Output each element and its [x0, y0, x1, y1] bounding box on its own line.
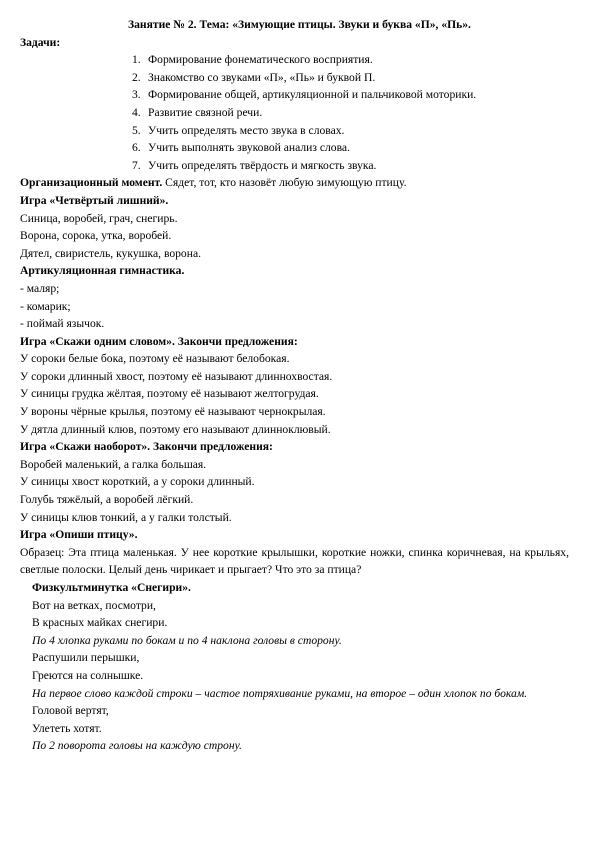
game3-line: Воробей маленький, а галка большая. [20, 457, 207, 471]
game3-line: Голубь тяжёлый, а воробей лёгкий. [20, 493, 194, 507]
task-item: 7. Учить определять твёрдость и мягкость звука. [132, 158, 377, 172]
poem-line: Улететь хотят. [32, 721, 102, 735]
game1-line: Дятел, свиристель, кукушка, ворона. [20, 246, 201, 260]
poem-line: Головой вертят, [32, 704, 109, 718]
task-item: 3. Формирование общей, артикуляционной и пальчиковой моторики. [132, 88, 477, 102]
fizkult-section [20, 579, 569, 755]
game3-heading: Игра «Скажи наоборот». Закончи предложения: [20, 440, 273, 454]
game2-line: У дятла длинный клюв, поэтому его называют длинноклювый. [20, 422, 331, 436]
artic-line: - маляр; [20, 281, 60, 295]
poem-instruction: По 2 поворота головы на каждую строну. [32, 739, 242, 753]
org-moment [20, 174, 569, 192]
game1-line: Синица, воробей, грач, снегирь. [20, 211, 178, 225]
task-item: 4. Развитие связной речи. [132, 105, 263, 119]
game1-heading: Игра «Четвёртый лишний». [20, 193, 169, 207]
game2-line: У сороки длинный хвост, поэтому её называют длиннохвостая. [20, 369, 333, 383]
game2-line: У сороки белые бока, поэтому её называют белобокая. [20, 352, 290, 366]
poem-instruction: По 4 хлопка руками по бокам и по 4 наклона головы в сторону. [32, 633, 342, 647]
game2-line: У вороны чёрные крылья, поэтому её называют чернокрылая. [20, 405, 326, 419]
tasks-list [20, 51, 569, 174]
game4-heading: Игра «Опиши птицу». [20, 528, 138, 542]
game3-line: У синицы клюв тонкий, а у галки толстый. [20, 510, 232, 524]
artic-heading: Артикуляционная гимнастика. [20, 264, 185, 278]
task-item: 5. Учить определять место звука в словах. [132, 123, 345, 137]
game3-line: У синицы хвост короткий, а у сороки длинный. [20, 475, 255, 489]
lesson-title: Занятие № 2. Тема: «Зимующие птицы. Звуки и буква «П», «Пь». [128, 18, 471, 31]
task-item: 2. Знакомство со звуками «П», «Пь» и буквой П. [132, 70, 376, 84]
poem-instruction: На первое слово каждой строки – частое потряхивание руками, на второе – один хлопок по бокам. [32, 686, 528, 700]
org-moment-text: Сядет, тот, кто назовёт любую зимующую птицу. [162, 176, 407, 190]
game4-text: Образец: Эта птица маленькая. У нее короткие крылышки, короткие ножки, спинка коричневая, на крыльях, светлые полоски. Целый день чирикает и прыгает? Что это за птица? [20, 545, 569, 577]
game2-heading: Игра «Скажи одним словом». Закончи предложения: [20, 334, 298, 348]
fizkult-heading: Физкультминутка «Снегири». [32, 581, 191, 594]
poem-line: В красных майках снегири. [32, 616, 168, 630]
org-moment-label: Организационный момент. [20, 176, 163, 190]
game1-line: Ворона, сорока, утка, воробей. [20, 229, 172, 243]
task-item: 6. Учить выполнять звуковой анализ слова. [132, 141, 350, 155]
poem-line: Вот на ветках, посмотри, [32, 598, 156, 612]
poem-line: Греются на солнышке. [32, 668, 144, 682]
task-item: 1. Формирование фонематического восприятия. [132, 53, 373, 67]
poem-line: Распушили перышки, [32, 651, 140, 665]
artic-line: - комарик; [20, 299, 71, 313]
tasks-heading: Задачи: [20, 35, 61, 49]
artic-line: - поймай язычок. [20, 317, 105, 331]
game2-line: У синицы грудка жёлтая, поэтому её называют желтогрудая. [20, 387, 319, 401]
